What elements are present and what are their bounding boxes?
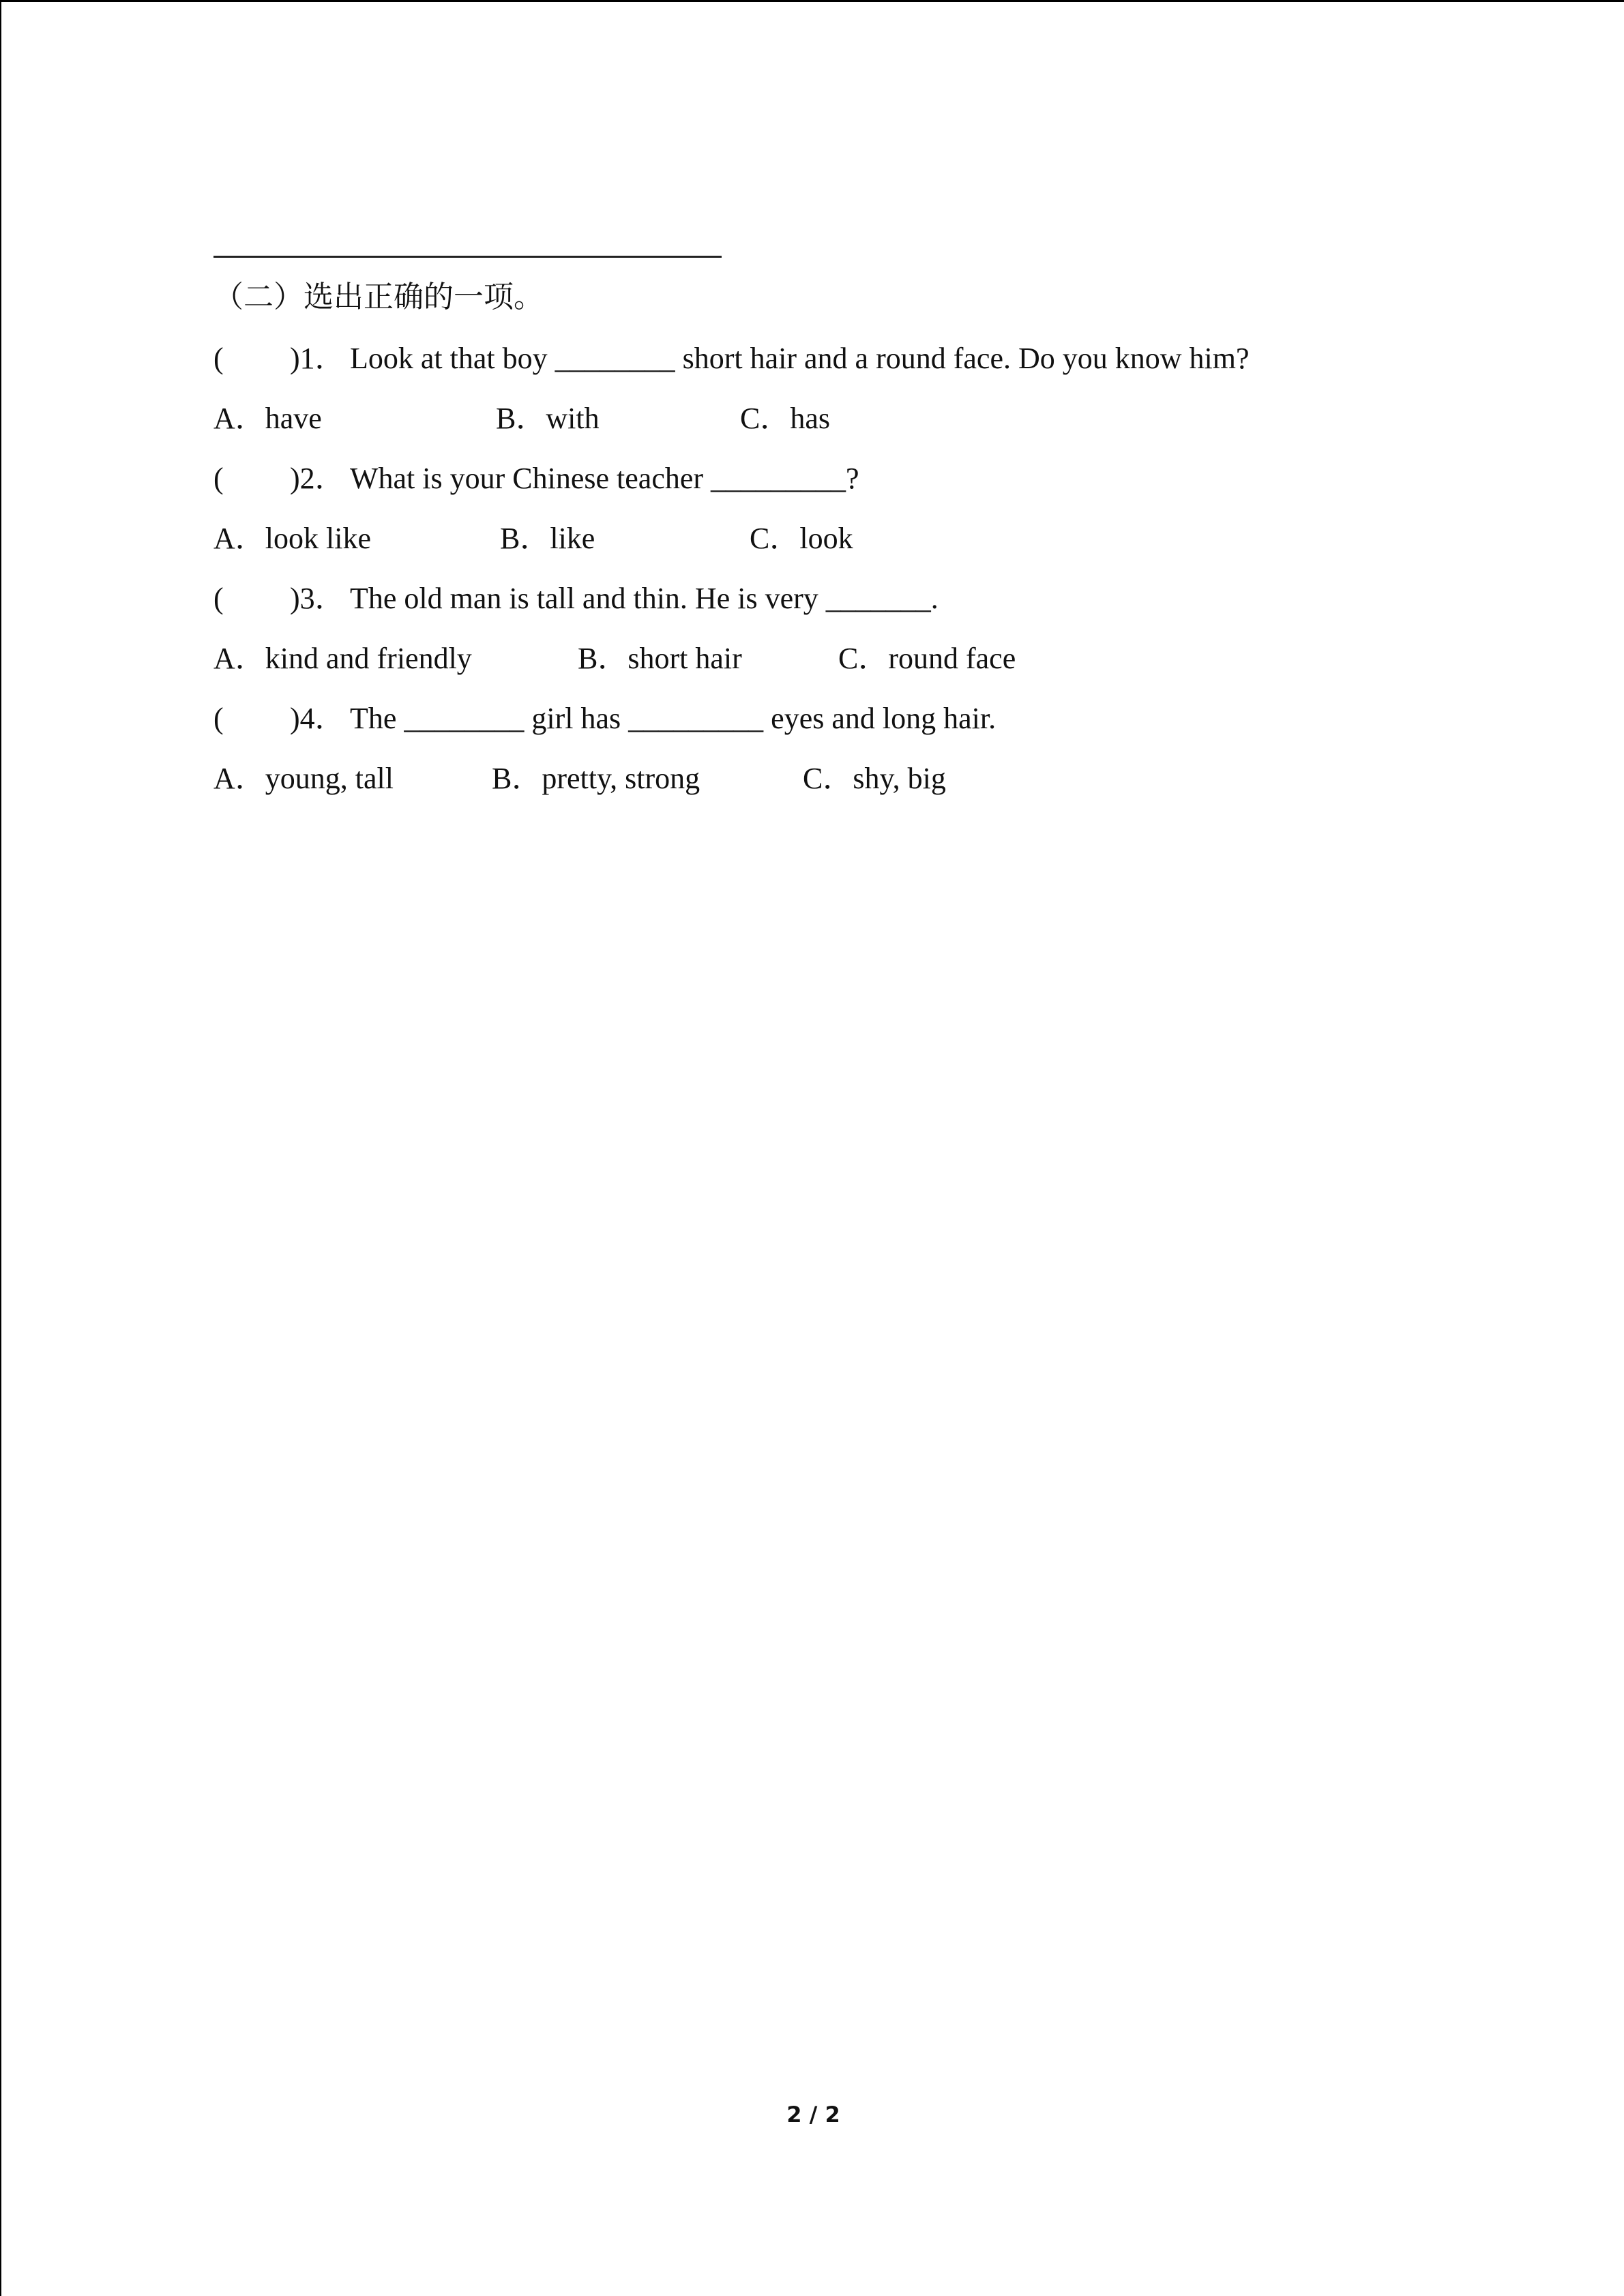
answer-blank-open: ( — [213, 702, 224, 735]
option-b: B．short hair — [578, 642, 742, 675]
option-a: A．kind and friendly — [213, 642, 472, 675]
question-stem: What is your Chinese teacher _________? — [350, 462, 859, 495]
option-c: C．has — [740, 402, 830, 435]
page-number: 2 / 2 — [786, 2102, 840, 2128]
option-a: A．have — [213, 402, 322, 435]
answer-blank-open: ( — [213, 342, 224, 375]
answer-blank-open: ( — [213, 582, 224, 615]
question-stem: The old man is tall and thin. He is very _______. — [350, 582, 939, 615]
option-c: C．shy, big — [803, 762, 946, 795]
question-stem: The ________ girl has _________ eyes and long hair. — [350, 702, 996, 735]
question-stem: Look at that boy ________ short hair and a round face. Do you know him? — [350, 342, 1250, 375]
option-c: C．look — [750, 522, 853, 555]
answer-blank-close: )1． — [290, 342, 345, 375]
answer-blank-close: )3． — [290, 582, 345, 615]
option-b: B．with — [496, 402, 600, 435]
option-b: B．pretty, strong — [492, 762, 700, 795]
option-b: B．like — [500, 522, 595, 555]
option-c: C．round face — [838, 642, 1016, 675]
answer-blank-open: ( — [213, 462, 224, 495]
answer-blank-close: )2． — [290, 462, 345, 495]
top-rule — [213, 256, 722, 258]
option-a: A．look like — [213, 522, 371, 555]
option-a: A．young, tall — [213, 762, 394, 795]
answer-blank-close: )4． — [290, 702, 345, 735]
section-title: （二）选出正确的一项。 — [213, 280, 544, 314]
